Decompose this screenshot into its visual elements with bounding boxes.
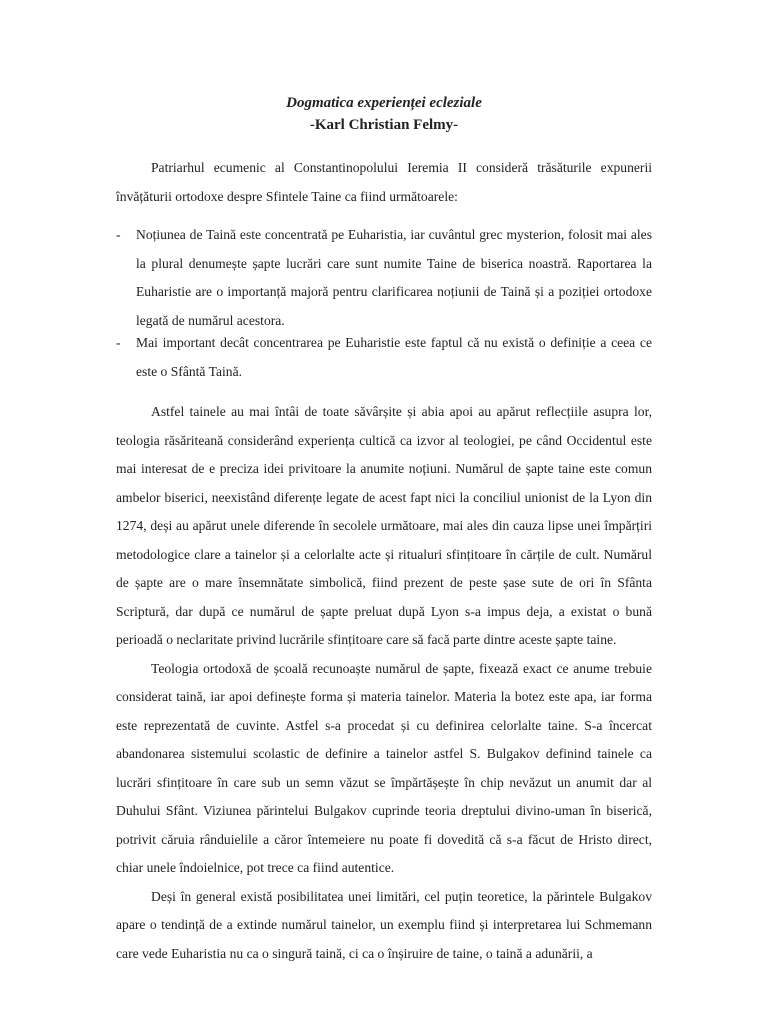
list-item — [116, 221, 652, 335]
list-item-text: Noțiunea de Taină este concentrată pe Euharistia, iar cuvântul grec mysterion, folosit mai ales la plural denumește șapte lucrări care sunt numite Taine de biserica noastră. Raportarea la Euharistie are o importanță majoră pentru clarificarea noțiunii de Taină și a poziției ortodoxe legată de numărul acestora. — [136, 227, 652, 328]
document-author: -Karl Christian Felmy- — [309, 117, 459, 133]
body-paragraph: Astfel tainele au mai întâi de toate săvârșite și abia apoi au apărut reflecțiile asupra lor, teologia răsăriteană considerând experiența cultică ca izvor al teologiei, pe când Occidentul este mai interesat de e preciza idei privitoare la anumite noțiuni. Numărul de șapte taine este comun ambelor biserici, neexistând diferențe legate de acest fapt nici la conciliul unionist de la Lyon din 1274, deși au apărut unele diferende în secolele următoare, mai ales din cauza lipse unei împărțiri metodologice clare a tainelor și a celorlalte acte și ritualuri sfințitoare în cărțile de cult. Numărul de șapte are o mare însemnătate simbolică, fiind prezent de peste șase sute de ori în Sfânta Scriptură, dar după ce numărul de șapte preluat după Lyon s-a impus deja, a existat o bună perioadă o neclaritate privind lucrările sfințitoare care să facă parte dintre aceste șapte taine. — [116, 404, 652, 647]
bullet-list — [116, 221, 652, 386]
list-item-text: Mai important decât concentrarea pe Euharistie este faptul că nu există o definiție a ceea ce este o Sfântă Taină. — [136, 335, 652, 379]
body-paragraph: Teologia ortodoxă de școală recunoaște numărul de șapte, fixează exact ce anume trebuie considerat taină, iar apoi definește forma și materia tainelor. Materia la botez este apa, iar forma este reprezentată de cuvinte. Astfel s-a procedat și cu definirea celorlalte taine. S-a încercat abandonarea sistemului scolastic de definire a tainelor astfel S. Bulgakov definind tainele ca lucrări sfințitoare în care sub un semn văzut se împărtășește în chip nevăzut un anumit dar al Duhului Sfânt. Viziunea părintelui Bulgakov cuprinde teoria dreptului divino-uman în biserică, potrivit căruia rânduielile a căror întemeiere nu poate fi dovedită că s-a făcut de Hristo direct, chiar unele îndoielnice, pot trece ca fiind autentice. — [116, 660, 652, 875]
document-page — [116, 92, 652, 968]
document-title: Dogmatica experienței ecleziale — [286, 95, 482, 111]
body-paragraph: Deși în general există posibilitatea unei limitări, cel puțin teoretice, la părintele Bulgakov apare o tendință de a extinde numărul tainelor, un exemplu fiind și interpretarea lui Schmemann care vede Euharistia nu ca o singură taină, ci ca o înșiruire de taine, o taină a adunării, a — [116, 888, 652, 961]
bullet-marker: - — [116, 335, 121, 350]
intro-paragraph: Patriarhul ecumenic al Constantinopolului Ieremia II consideră trăsăturile expunerii învățăturii ortodoxe despre Sfintele Taine ca fiind următoarele: — [116, 160, 652, 204]
bullet-marker: - — [116, 227, 121, 242]
list-item — [116, 329, 652, 386]
